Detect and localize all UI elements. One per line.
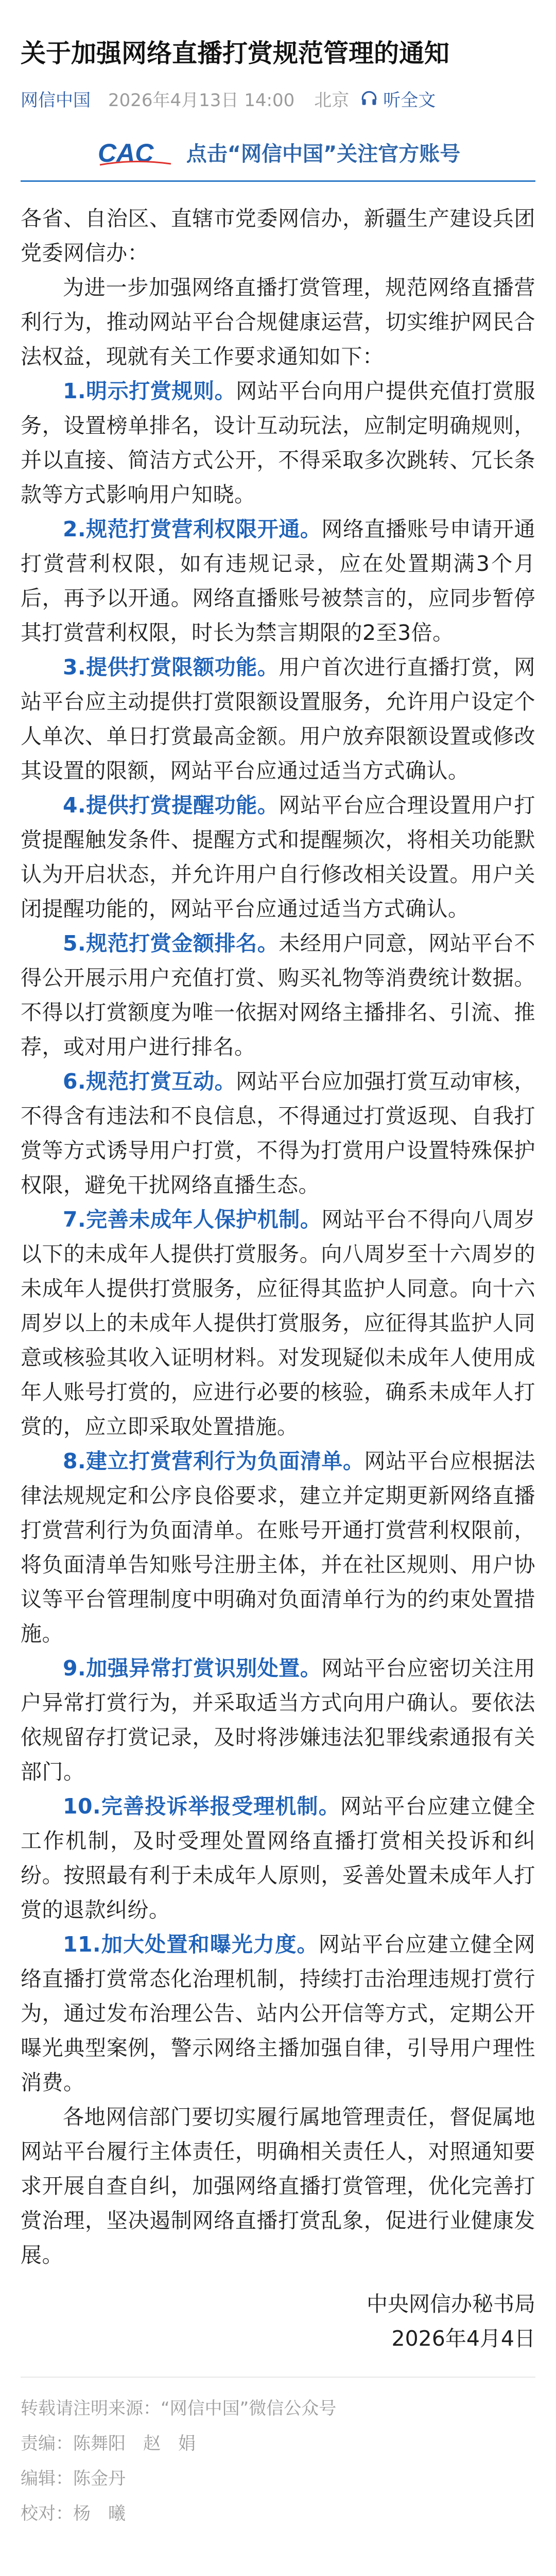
requirement-item-heading: 10.完善投诉举报受理机制。: [63, 1794, 340, 1819]
requirement-item: [21, 374, 535, 512]
article-footer: [21, 2377, 535, 2531]
proofreader-line: [21, 2496, 535, 2531]
requirement-item: [21, 1202, 535, 1444]
requirement-item: [21, 512, 535, 650]
signature-block: [21, 2287, 535, 2356]
requirement-item-text: 网站平台应合理设置用户打赏提醒触发条件、提醒方式和提醒频次，将相关功能默认为开启状态，并允许用户自行修改相关设置。用户关闭提醒功能的，网站平台应通过适当方式确认。: [21, 793, 535, 921]
requirement-item-text: 网站平台应根据法律法规规定和公序良俗要求，建立并定期更新网络直播打赏营利行为负面清单。在账号开通打赏营利权限前，将负面清单告知账号注册主体，并在社区规则、用户协议等平台管理制度中明确对负面清单行为的约束处置措施。: [21, 1449, 535, 1646]
editor-name: 陈金丹: [73, 2468, 126, 2489]
responsible-editor-line: [21, 2426, 535, 2461]
requirement-item: [21, 650, 535, 788]
reprint-notice: 转载请注明来源：“网信中国”微信公众号: [21, 2398, 337, 2419]
editor-line: [21, 2461, 535, 2496]
requirement-item-text: 网站平台应建立健全网络直播打赏常态化治理机制，持续打击治理违规打赏行为，通过发布治理公告、站内公开信等方式，定期公开曝光典型案例，警示网络主播加强自律，引导用户理性消费。: [21, 1932, 536, 2095]
responsible-editor-names: 陈舞阳 赵 娟: [73, 2433, 196, 2454]
requirement-item-text: 未经用户同意，网站平台不得公开展示用户充值打赏、购买礼物等消费统计数据。不得以打赏额度为唯一依据对网络主播排名、引流、推荐，或对用户进行排名。: [21, 931, 535, 1059]
requirement-item-heading: 1.明示打赏规则。: [63, 379, 236, 403]
publish-location: 北京: [314, 90, 350, 111]
requirement-item-heading: 3.提供打赏限额功能。: [63, 655, 279, 680]
cac-logo-text: CAC: [97, 139, 154, 167]
requirement-item-heading: 5.规范打赏金额排名。: [63, 931, 279, 956]
closing-paragraph: 各地网信部门要切实履行属地管理责任，督促属地网站平台履行主体责任，明确相关责任人，对照通知要求开展自查自纠，加强网络直播打赏管理，优化完善打赏治理，坚决遏制网络直播打赏乱象，促进行业健康发展。: [21, 2105, 535, 2267]
salutation: 各省、自治区、直辖市党委网信办，新疆生产建设兵团党委网信办：: [21, 206, 535, 265]
requirement-item-text: 网站平台应加强打赏互动审核，不得含有违法和不良信息，不得通过打赏返现、自我打赏等方式诱导用户打赏，不得为打赏用户设置特殊保护权限，避免干扰网络直播生态。: [21, 1069, 536, 1197]
article-body: [21, 201, 535, 2273]
requirement-item-heading: 6.规范打赏互动。: [63, 1069, 236, 1094]
cac-logo: [96, 136, 173, 168]
headphones-icon: [360, 90, 378, 107]
intro-paragraph: 为进一步加强网络直播打赏管理，规范网络直播营利行为，推动网站平台合规健康运营，切实维护网民合法权益，现就有关工作要求通知如下：: [21, 275, 535, 369]
requirement-item: [21, 1064, 535, 1202]
follow-account-text: 点击“网信中国”关注官方账号: [186, 142, 461, 166]
requirement-item: [21, 926, 535, 1064]
requirement-item-text: 网站平台向用户提供充值打赏服务，设置榜单排名，设计互动玩法，应制定明确规则，并以直接、简洁方式公开，不得采取多次跳转、冗长条款等方式影响用户知晓。: [21, 379, 536, 507]
requirement-item-heading: 4.提供打赏提醒功能。: [63, 793, 279, 818]
article-page: [0, 36, 556, 2531]
responsible-editor-label: 责编：: [21, 2433, 73, 2454]
listen-label: 听全文: [383, 90, 436, 111]
issue-date: 2026年4月4日: [391, 2326, 535, 2351]
requirement-item-heading: 9.加强异常打赏识别处置。: [63, 1656, 322, 1681]
requirement-item-text: 用户首次进行直播打赏，网站平台应主动提供打赏限额设置服务，允许用户设定个人单次、单日打赏最高金额。用户放弃限额设置或修改其设置的限额，网站平台应通过适当方式确认。: [21, 655, 535, 783]
requirement-item-heading: 11.加大处置和曝光力度。: [63, 1932, 319, 1957]
listen-full-text-button[interactable]: [360, 86, 436, 111]
requirement-item: [21, 788, 535, 926]
editor-label: 编辑：: [21, 2468, 73, 2489]
source-account-link[interactable]: 网信中国: [21, 90, 91, 111]
requirement-item-text: 网站平台不得向八周岁以下的未成年人提供打赏服务。向八周岁至十六周岁的未成年人提供打赏服务，应征得其监护人同意。向十六周岁以上的未成年人提供打赏服务，应征得其监护人同意或核验其收入证明材料。对发现疑似未成年人使用成年人账号打赏的，应进行必要的核验，确系未成年人打赏的，应立即采取处置措施。: [21, 1207, 536, 1439]
requirement-item-text: 网络直播账号申请开通打赏营利权限，如有违规记录，应在处置期满3个月后，再予以开通。网络直播账号被禁言的，应同步暂停其打赏营利权限，时长为禁言期限的2至3倍。: [21, 517, 536, 645]
cac-logo-icon: [96, 136, 173, 168]
publish-datetime: 2026年4月13日 14:00: [108, 90, 295, 111]
requirement-item-text: 网站平台应密切关注用户异常打赏行为，并采取适当方式向用户确认。要依法依规留存打赏记录，及时将涉嫌违法犯罪线索通报有关部门。: [21, 1656, 536, 1784]
requirement-item-heading: 7.完善未成年人保护机制。: [63, 1207, 322, 1232]
article-meta: [21, 86, 535, 111]
requirement-item: [21, 1444, 535, 1651]
follow-account-banner[interactable]: [21, 136, 535, 182]
requirement-item-text: 网站平台应建立健全工作机制，及时受理处置网络直播打赏相关投诉和纠纷。按照最有利于未成年人原则，妥善处置未成年人打赏的退款纠纷。: [21, 1794, 535, 1922]
proofreader-name: 杨 曦: [73, 2503, 126, 2524]
requirement-item: [21, 1789, 535, 1927]
requirement-list: [21, 374, 535, 2100]
article-title: 关于加强网络直播打赏规范管理的通知: [21, 39, 450, 68]
requirement-item: [21, 1927, 535, 2100]
issuing-office: 中央网信办秘书局: [367, 2292, 535, 2316]
requirement-item-heading: 2.规范打赏营利权限开通。: [63, 517, 322, 541]
proofreader-label: 校对：: [21, 2503, 73, 2524]
requirement-item-heading: 8.建立打赏营利行为负面清单。: [63, 1449, 364, 1473]
requirement-item: [21, 1651, 535, 1789]
